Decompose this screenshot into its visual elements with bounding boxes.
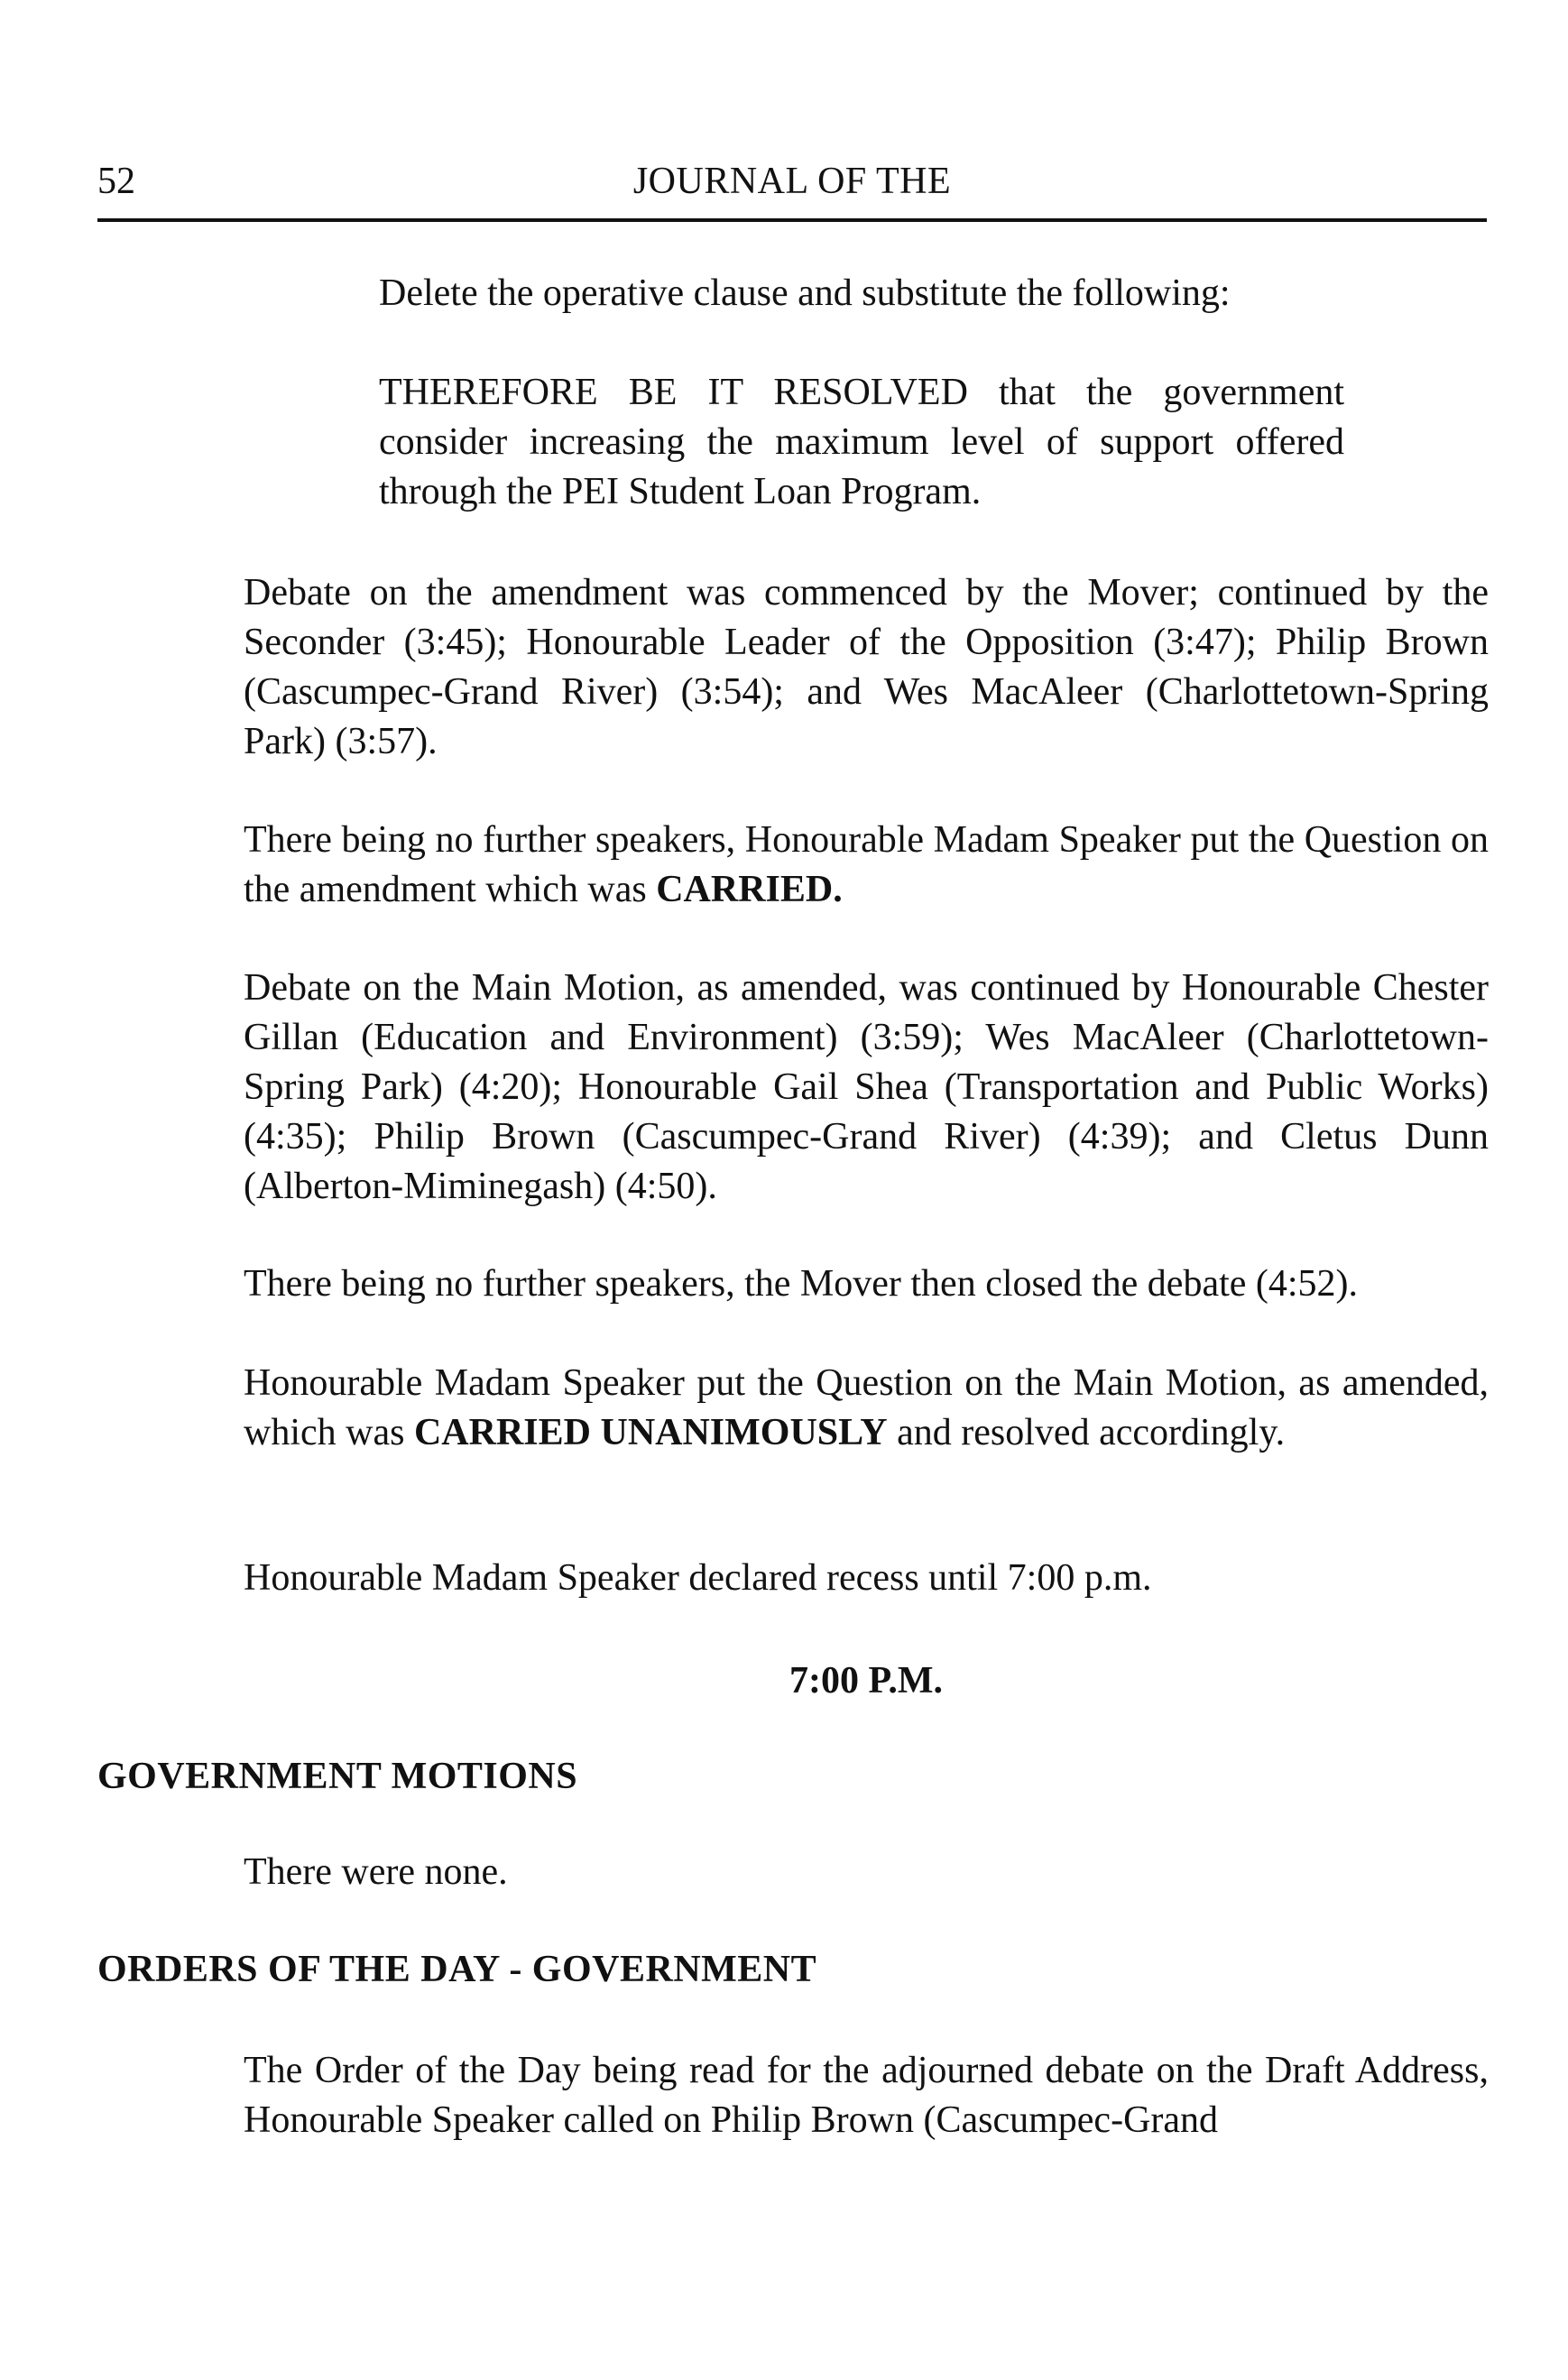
question-amendment-result: CARRIED. <box>656 869 843 910</box>
government-motions-heading: GOVERNMENT MOTIONS <box>97 1756 578 1797</box>
question-amendment-paragraph <box>244 816 1489 915</box>
government-motions-body: There were none. <box>244 1851 508 1893</box>
question-amendment-text: There being no further speakers, Honourable Madam Speaker put the Question on the amendment which was <box>244 819 1489 910</box>
page-number: 52 <box>97 161 135 202</box>
running-head: JOURNAL OF THE <box>632 161 952 202</box>
question-main-tail: and resolved accordingly. <box>897 1412 1286 1453</box>
question-main-result: CARRIED UNANIMOUSLY <box>413 1412 888 1453</box>
page-header <box>97 159 1487 222</box>
question-main-text: Honourable Madam Speaker put the Question on the Main Motion, as amended, which was <box>244 1362 1489 1453</box>
amendment-resolution: THEREFORE BE IT RESOLVED that the government consider increasing the maximum level of support offered through the PEI Student Loan Program. <box>379 372 1344 512</box>
debate-amendment-paragraph: Debate on the amendment was commenced by the Mover; continued by the Seconder (3:45); Honourable Leader of the Opposition (3:47); Philip Brown (Cascumpec-Grand River) (3:54); and Wes MacAleer (Charlottetown-Spring Park) (3:57). <box>244 572 1489 762</box>
debate-main-paragraph: Debate on the Main Motion, as amended, was continued by Honourable Chester Gillan (Education and Environment) (3:59); Wes MacAleer (Charlottetown-Spring Park) (4:20); Honourable Gail Shea (Transportation and Public Works) (4:35); Philip Brown (Cascumpec-Grand River) (4:39); and Cletus Dunn (Alberton-Miminegash) (4:50). <box>244 967 1489 1207</box>
orders-of-the-day-body: The Order of the Day being read for the adjourned debate on the Draft Address, Honourable Speaker called on Philip Brown (Cascumpec-Grand <box>244 2050 1489 2141</box>
recess-paragraph: Honourable Madam Speaker declared recess until 7:00 p.m. <box>244 1557 1152 1599</box>
mover-closed-paragraph: There being no further speakers, the Mover then closed the debate (4:52). <box>244 1263 1359 1305</box>
question-main-paragraph <box>244 1359 1489 1458</box>
evening-time-heading: 7:00 P.M. <box>789 1660 943 1702</box>
amendment-instruction: Delete the operative clause and substitute the following: <box>379 272 1231 314</box>
orders-of-the-day-heading: ORDERS OF THE DAY - GOVERNMENT <box>97 1949 817 1990</box>
